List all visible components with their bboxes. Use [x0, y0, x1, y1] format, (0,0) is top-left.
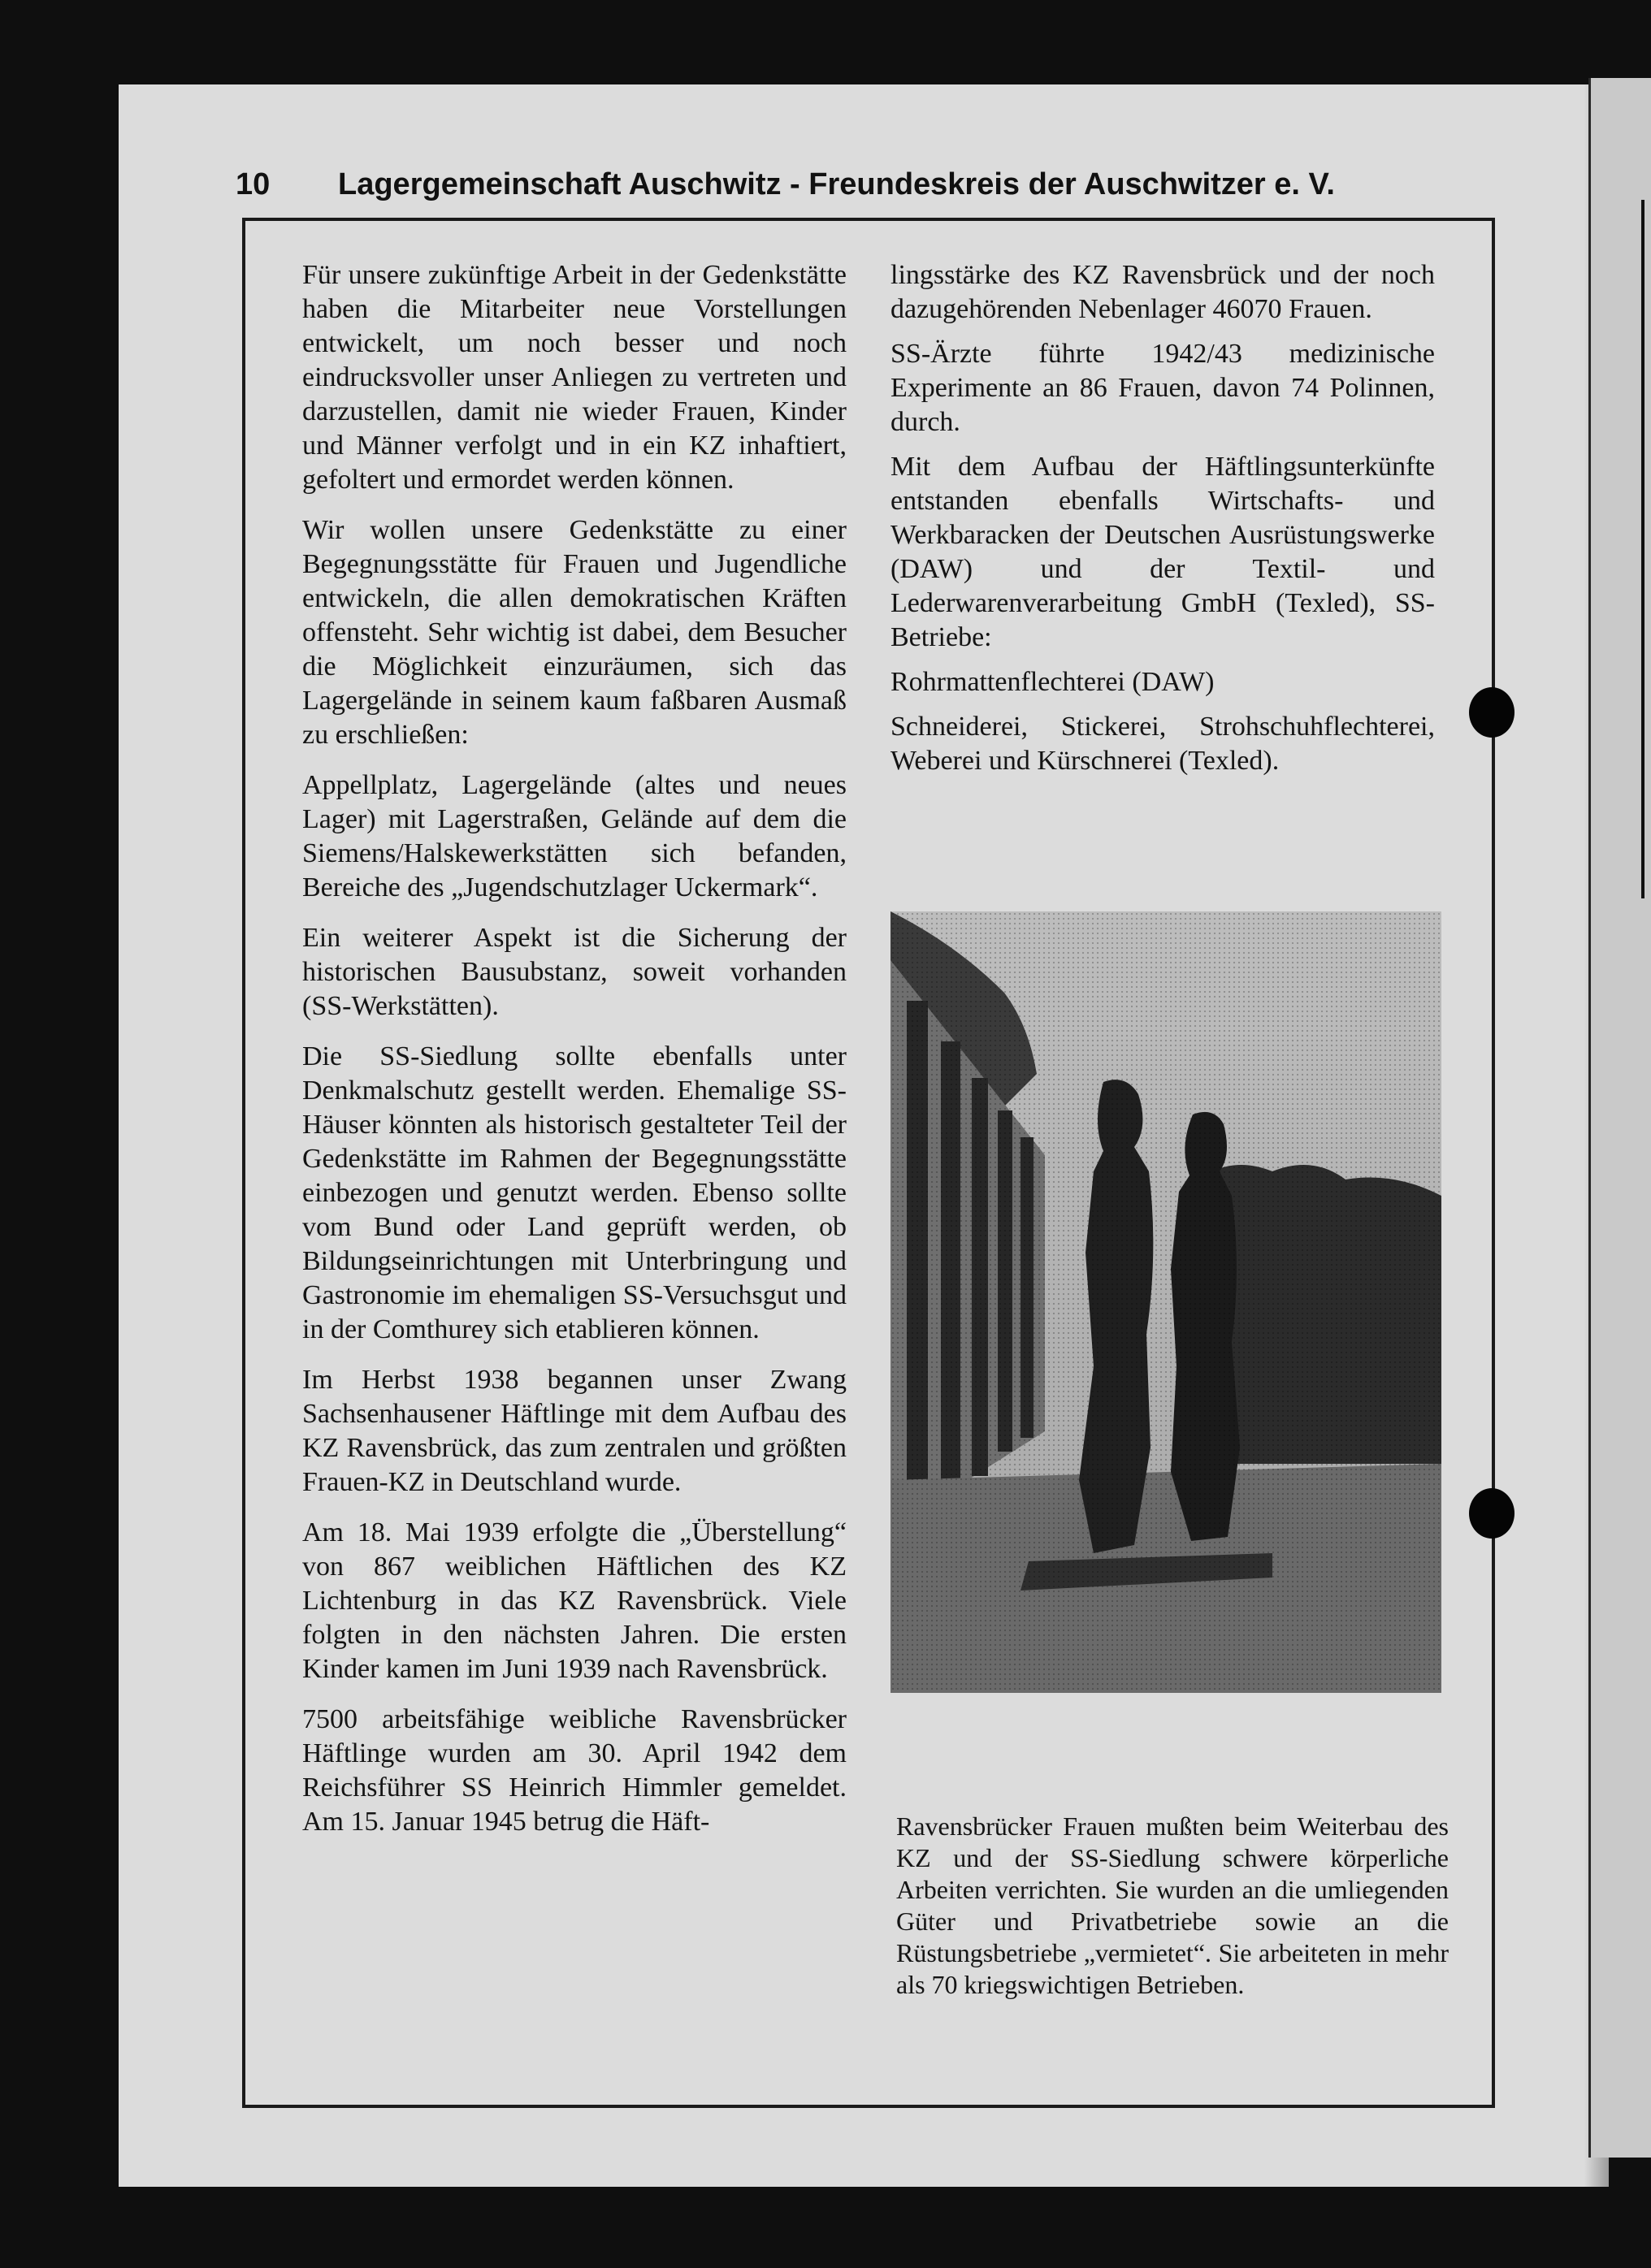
left-paragraph: Für unsere zukünftige Arbeit in der Gedenkstätte haben die Mitarbeiter neue Vorstellungen entwickelt, um noch besser und noch eindrucksvoller unser Anliegen zu vertreten und darzustellen, damit nie wieder Frauen, Kinder und Männer verfolgt und in ein KZ inhaftiert, gefoltert und ermordet werden können.: [302, 260, 847, 495]
left-column: [302, 258, 847, 1855]
page-header: [236, 167, 1406, 216]
left-paragraph: Wir wollen unsere Gedenkstätte zu einer Begegnungsstätte für Frauen und Jugendliche entwickeln, die allen demokratischen Kräften offensteht. Sehr wichtig ist dabei, dem Besucher die Möglichkeit einzuräumen, sich das Lagergelände in seinem kaum faßbaren Ausmaß zu erschließen:: [302, 515, 847, 750]
right-paragraph: lingsstärke des KZ Ravensbrück und der noch dazugehörenden Nebenlager 46070 Frauen.: [890, 260, 1435, 324]
left-paragraph: Ein weiterer Aspekt ist die Sicherung der historischen Bausubstanz, soweit vorhanden (SS-Werkstätten).: [302, 923, 847, 1021]
memorial-statue-photo: [890, 911, 1441, 1693]
right-paragraph: SS-Ärzte führte 1942/43 medizinische Experimente an 86 Frauen, davon 74 Polinnen, durch.: [890, 339, 1435, 437]
photo-caption: Ravensbrücker Frauen mußten beim Weiterbau des KZ und der SS-Siedlung schwere körperliche Arbeiten verrichten. Sie wurden an die umliegenden Güter und Privatbetriebe sowie an die Rüstungsbetriebe „vermietet“. Sie arbeiteten in mehr als 70 kriegswichtigen Betrieben.: [896, 1811, 1449, 1999]
left-paragraph: Appellplatz, Lagergelände (altes und neues Lager) mit Lagerstraßen, Gelände auf dem die Siemens/Halskewerkstätten sich befanden, Bereiche des „Jugendschutzlager Uckermark“.: [302, 770, 847, 902]
page-number: 10: [236, 167, 271, 201]
page-header-title: Lagergemeinschaft Auschwitz - Freundeskreis der Auschwitzer e. V.: [338, 167, 1335, 201]
left-paragraph: Die SS-Siedlung sollte ebenfalls unter Denkmalschutz gestellt werden. Ehemalige SS-Häuser könnten als historisch gestalteter Teil der Gedenkstätte im Rahmen der Begegnungsstätte einbezogen und genutzt werden. Ebenso sollte vom Bund oder Land geprüft werden, ob Bildungseinrichtungen mit Unterbringung und Gastronomie im ehemaligen SS-Versuchsgut und in der Comthurey sich etablieren können.: [302, 1041, 847, 1344]
next-page-edge: [1588, 78, 1651, 2158]
right-paragraph: Mit dem Aufbau der Häftlingsunterkünfte entstanden ebenfalls Wirtschafts- und Werkbaracken der Deutschen Ausrüstungswerke (DAW) und der Textil- und Lederwarenverarbeitung GmbH (Texled), SS-Betriebe:: [890, 452, 1435, 652]
left-paragraph: 7500 arbeitsfähige weibliche Ravensbrücker Häftlinge wurden am 30. April 1942 dem Reichsführer SS Heinrich Himmler gemeldet. Am 15. Januar 1945 betrug die Häft-: [302, 1704, 847, 1837]
binder-hole: [1469, 1488, 1514, 1539]
right-column: [890, 258, 1435, 789]
left-paragraph: Am 18. Mai 1939 erfolgte die „Überstellung“ von 867 weiblichen Häftlichen des KZ Lichtenburg in das KZ Ravensbrück. Viele folgten in den nächsten Jahren. Die ersten Kinder kamen im Juni 1939 nach Ravensbrück.: [302, 1517, 847, 1684]
right-paragraph: Schneiderei, Stickerei, Strohschuhflechterei, Weberei und Kürschnerei (Texled).: [890, 712, 1435, 776]
right-paragraph: Rohrmattenflechterei (DAW): [890, 667, 1215, 697]
left-paragraph: Im Herbst 1938 begannen unser Zwang Sachsenhausener Häftlinge mit dem Aufbau des KZ Ravensbrück, das zum zentralen und größten Frauen-KZ in Deutschland wurde.: [302, 1365, 847, 1497]
binder-hole: [1469, 687, 1514, 738]
